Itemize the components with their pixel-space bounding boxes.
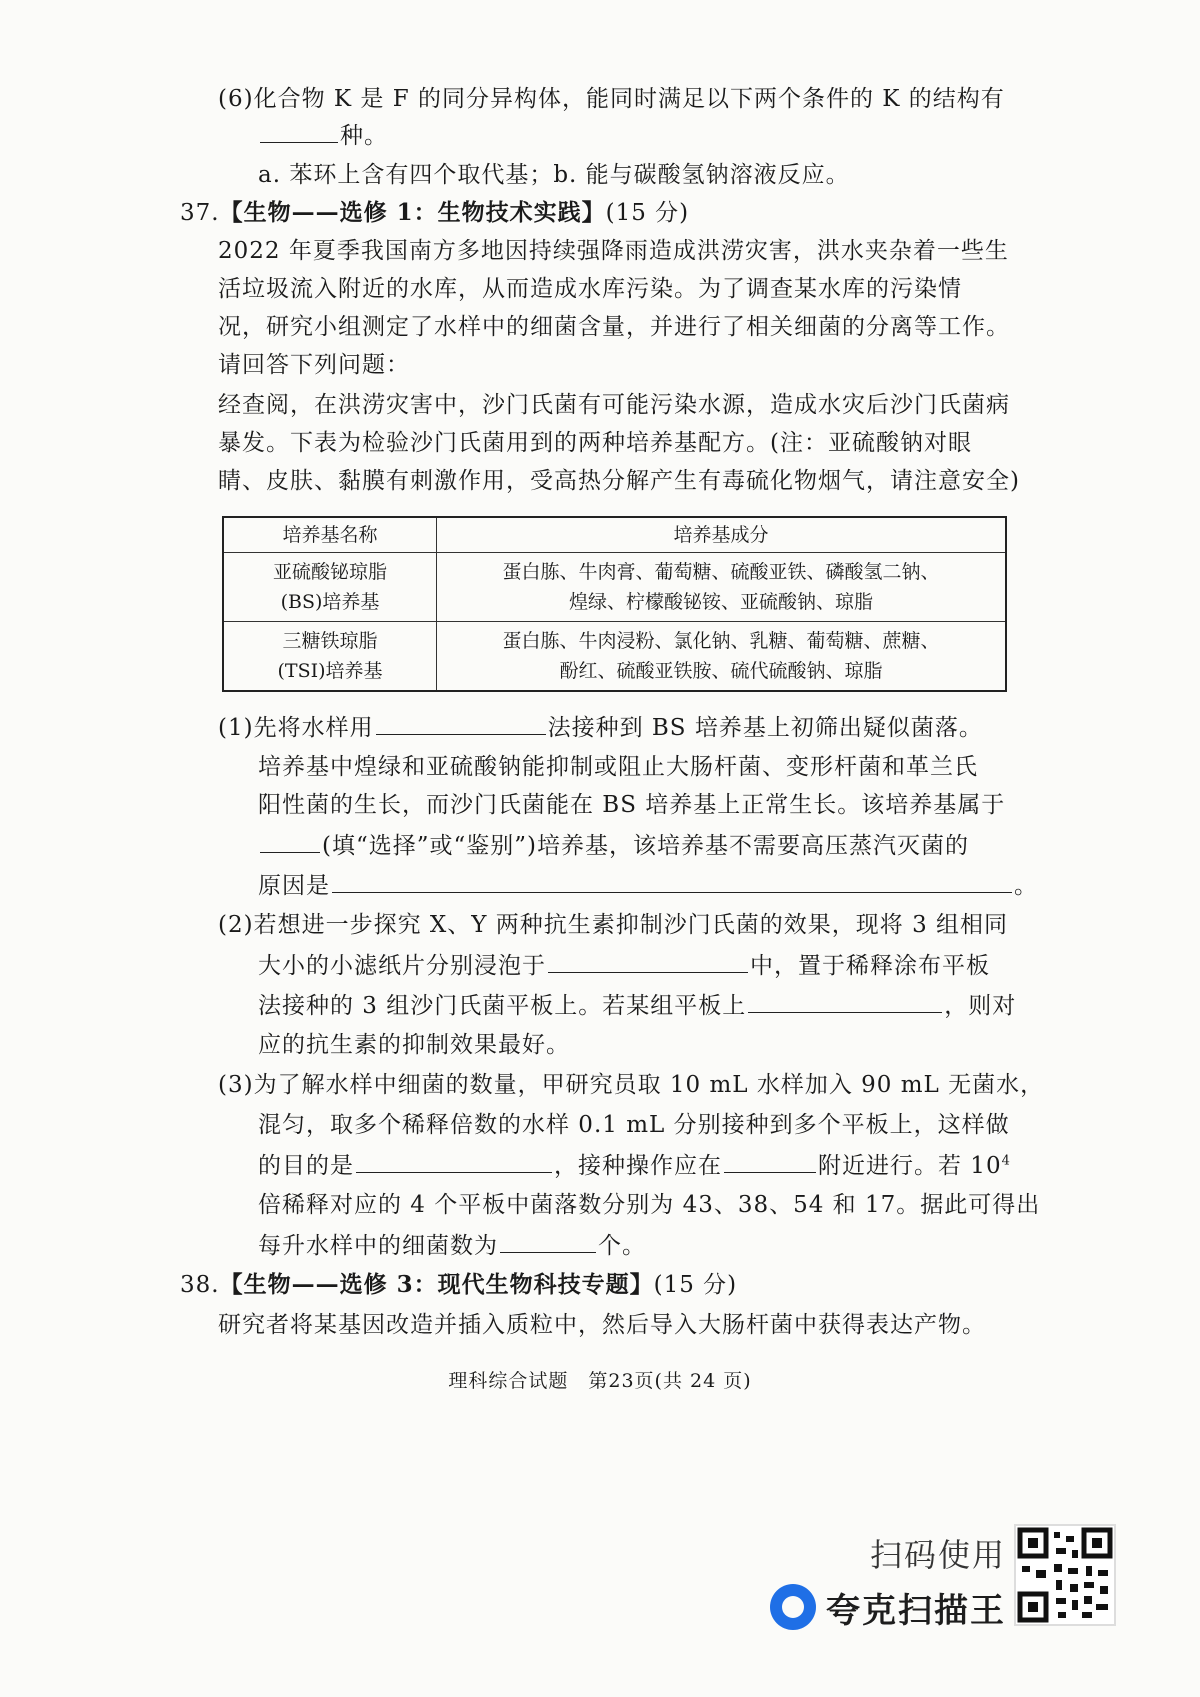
question-title: 【生物——选修 3：现代生物科技专题】: [219, 1271, 654, 1298]
quark-logo-icon: [770, 1584, 816, 1630]
medium-components-cell: 蛋白胨、牛肉膏、葡萄糖、硫酸亚铁、磷酸氢二钠、 煌绿、柠檬酸铋铵、亚硫酸钠、琼脂: [437, 553, 1007, 622]
answer-blank[interactable]: [356, 1150, 552, 1173]
q37-p3-line-3: 的目的是 ，接种操作应在 附近进行。若 $10^4$: [258, 1150, 1011, 1181]
q37-intro-2: 活垃圾流入附近的水库，从而造成水库污染。为了调查某水库的污染情: [218, 276, 962, 302]
medium-components-cell: 蛋白胨、牛肉浸粉、氯化钠、乳糖、葡萄糖、蔗糖、 酚红、硫酸亚铁胺、硫代硫酸钠、琼脂: [437, 622, 1007, 692]
culture-media-table: [222, 516, 1007, 692]
q37-intro-5: 经查阅，在洪涝灾害中，沙门氏菌有可能污染水源，造成水灾后沙门氏菌病: [218, 392, 1010, 418]
page-footer: 理科综合试题 第23页(共 24 页): [448, 1370, 752, 1392]
q37-p1-line-3: 阳性菌的生长，而沙门氏菌能在 BS 培养基上正常生长。该培养基属于: [258, 792, 1006, 818]
q37-p3-line-2: 混匀，取多个稀释倍数的水样 0.1 mL 分别接种到多个平板上，这样做: [258, 1112, 1010, 1138]
scanner-brand: [770, 1580, 1006, 1634]
answer-blank[interactable]: [376, 712, 546, 735]
q37-p3-line-5: 每升水样中的细菌数为 个。: [258, 1230, 646, 1261]
answer-blank[interactable]: [724, 1150, 816, 1173]
q37-p1-line-5: 原因是 。: [258, 870, 1038, 901]
q37-p3-line-4: 倍稀释对应的 4 个平板中菌落数分别为 43、38、54 和 17。据此可得出: [258, 1192, 1041, 1218]
answer-blank[interactable]: [500, 1230, 596, 1253]
answer-blank[interactable]: [332, 870, 1012, 893]
q37-p1-line-1: (1)先将水样用 法接种到 BS 培养基上初筛出疑似菌落。: [218, 712, 983, 743]
q37-p2-line-2: 大小的小滤纸片分别浸泡于 中，置于稀释涂布平板: [258, 950, 990, 981]
question-title: 【生物——选修 1：生物技术实践】: [219, 199, 606, 226]
question-number: 37.: [180, 200, 220, 226]
q37-intro-6: 暴发。下表为检验沙门氏菌用到的两种培养基配方。(注：亚硫酸钠对眼: [218, 430, 972, 456]
q37-p1-line-2: 培养基中煌绿和亚硫酸钠能抑制或阻止大肠杆菌、变形杆菌和革兰氏: [258, 754, 978, 780]
table-row: [223, 553, 1006, 622]
scan-tagline: 扫码使用: [870, 1536, 1007, 1574]
q37-p3-line-1: (3)为了解水样中细菌的数量，甲研究员取 10 mL 水样加入 90 mL 无菌水，: [218, 1072, 1045, 1098]
q37-intro-7: 睛、皮肤、黏膜有刺激作用，受高热分解产生有毒硫化物烟气，请注意安全): [218, 468, 1020, 494]
q37-p1-line-4: (填“选择”或“鉴别”)培养基，该培养基不需要高压蒸汽灭菌的: [258, 830, 969, 861]
q37-heading: [180, 198, 689, 228]
q37-intro-4: 请回答下列问题：: [218, 352, 410, 378]
q37-p2-line-1: (2)若想进一步探究 X、Y 两种抗生素抑制沙门氏菌的效果，现将 3 组相同: [218, 912, 1009, 938]
table-header-name: 培养基名称: [223, 517, 437, 553]
q37-intro-3: 况，研究小组测定了水样中的细菌含量，并进行了相关细菌的分离等工作。: [218, 314, 1010, 340]
answer-blank[interactable]: [748, 990, 942, 1013]
answer-blank[interactable]: [548, 950, 748, 973]
medium-name-cell: 亚硫酸铋琼脂 (BS)培养基: [223, 553, 437, 622]
q37-p2-line-4: 应的抗生素的抑制效果最好。: [258, 1032, 570, 1058]
q6-line-1: (6)化合物 K 是 F 的同分异构体，能同时满足以下两个条件的 K 的结构有: [218, 86, 1005, 112]
question-number: 38.: [180, 1272, 220, 1298]
brand-name: 夸克扫描王: [826, 1590, 1006, 1631]
medium-name-cell: 三糖铁琼脂 (TSI)培养基: [223, 622, 437, 692]
question-score: (15 分): [605, 200, 690, 226]
q38-heading: [180, 1270, 737, 1300]
q37-p2-line-3: 法接种的 3 组沙门氏菌平板上。若某组平板上 ，则对: [258, 990, 1016, 1021]
q6-line-2: 种。: [258, 120, 388, 151]
qr-code-icon[interactable]: [1014, 1524, 1116, 1626]
table-header-components: 培养基成分: [437, 517, 1007, 553]
question-score: (15 分): [653, 1272, 738, 1298]
answer-blank[interactable]: [260, 830, 320, 853]
q38-line-1: 研究者将某基因改造并插入质粒中，然后导入大肠杆菌中获得表达产物。: [218, 1312, 986, 1338]
table-row: [223, 622, 1006, 692]
answer-blank[interactable]: [260, 120, 338, 143]
q37-intro-1: 2022 年夏季我国南方多地因持续强降雨造成洪涝灾害，洪水夹杂着一些生: [218, 238, 1009, 264]
q6-conditions: a. 苯环上含有四个取代基；b. 能与碳酸氢钠溶液反应。: [258, 162, 850, 188]
